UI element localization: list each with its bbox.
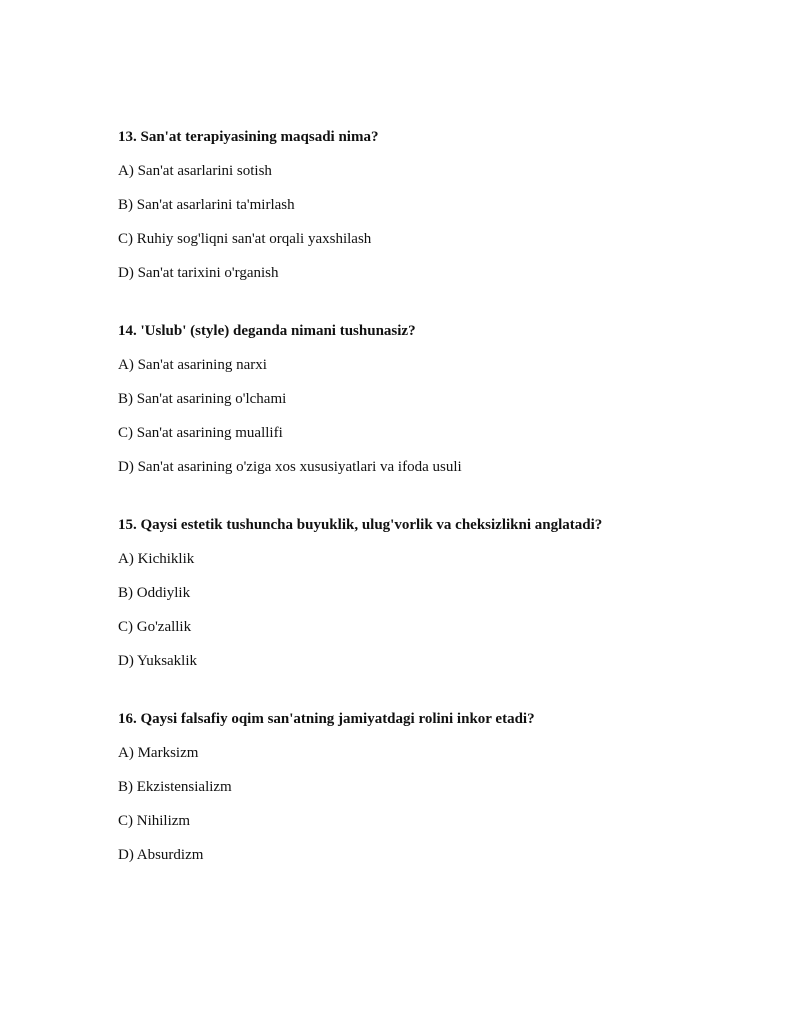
option-d: D) San'at asarining o'ziga xos xususiyatlari va ifoda usuli: [118, 459, 462, 475]
question-16: [118, 708, 758, 866]
question-title: 16. Qaysi falsafiy oqim san'atning jamiyatdagi rolini inkor etadi?: [118, 711, 535, 727]
question-title: 13. San'at terapiyasining maqsadi nima?: [118, 129, 379, 145]
option-a: A) San'at asarining narxi: [118, 357, 267, 373]
option-c: C) Ruhiy sog'liqni san'at orqali yaxshilash: [118, 231, 372, 247]
option-a: A) Kichiklik: [118, 551, 195, 567]
option-b: B) San'at asarining o'lchami: [118, 391, 287, 407]
question-title: 14. 'Uslub' (style) deganda nimani tushunasiz?: [118, 323, 416, 339]
option-c: C) Nihilizm: [118, 813, 191, 829]
option-list: [118, 354, 758, 478]
question-15: [118, 514, 758, 672]
option-d: D) Yuksaklik: [118, 653, 198, 669]
question-title: 15. Qaysi estetik tushuncha buyuklik, ulug'vorlik va cheksizlikni anglatadi?: [118, 517, 603, 533]
question-14: [118, 320, 758, 478]
option-list: [118, 160, 758, 284]
option-a: A) San'at asarlarini sotish: [118, 163, 272, 179]
option-list: [118, 742, 758, 866]
option-c: C) San'at asarining muallifi: [118, 425, 283, 441]
option-b: B) Oddiylik: [118, 585, 191, 601]
option-d: D) San'at tarixini o'rganish: [118, 265, 279, 281]
option-list: [118, 548, 758, 672]
option-a: A) Marksizm: [118, 745, 199, 761]
option-c: C) Go'zallik: [118, 619, 192, 635]
option-d: D) Absurdizm: [118, 847, 204, 863]
question-13: [118, 126, 758, 284]
option-b: B) San'at asarlarini ta'mirlash: [118, 197, 295, 213]
option-b: B) Ekzistensializm: [118, 779, 232, 795]
document-page: [118, 126, 758, 866]
